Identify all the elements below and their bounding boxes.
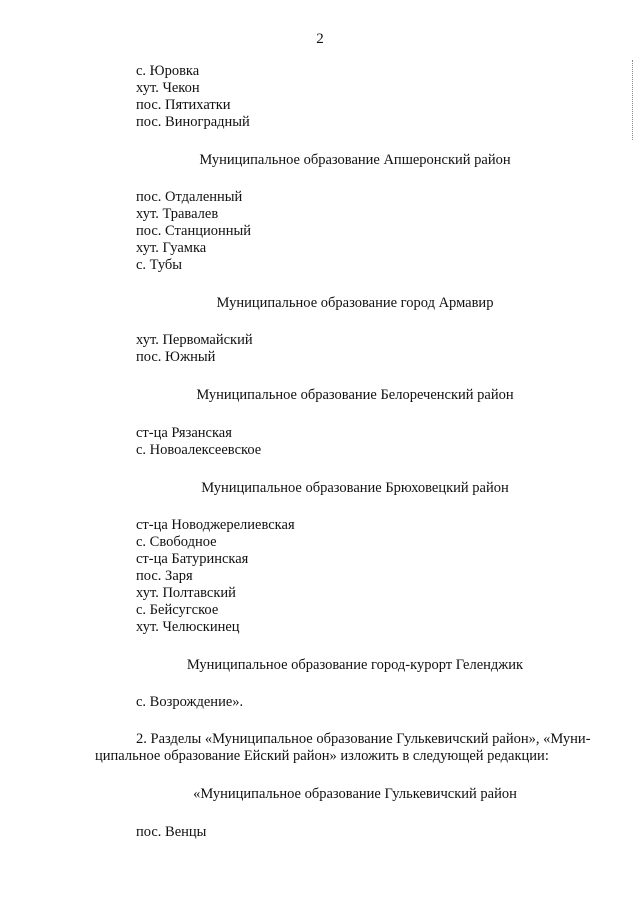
section-heading: Муниципальное образование Белореченский район — [196, 387, 514, 403]
list-item: хут. Челюскинец — [136, 619, 240, 635]
section-heading: Муниципальное образование Брюховецкий район — [201, 480, 509, 496]
list-item: пос. Южный — [136, 349, 216, 365]
list-item: с. Свободное — [136, 534, 217, 550]
section-heading: Муниципальное образование Апшеронский район — [199, 152, 511, 168]
list-item: с. Юровка — [136, 63, 200, 79]
list-item: с. Бейсугское — [136, 602, 219, 618]
list-item: пос. Венцы — [136, 824, 207, 840]
list-item: ст-ца Новоджерелиевская — [136, 517, 295, 533]
list-item: пос. Отдаленный — [136, 189, 243, 205]
list-item: хут. Первомайский — [136, 332, 253, 348]
list-item: хут. Чекон — [136, 80, 200, 96]
paragraph-line: 2. Разделы «Муниципальное образование Гулькевичский район», «Муни- — [136, 731, 591, 747]
page-number: 2 — [316, 31, 324, 47]
list-item: пос. Пятихатки — [136, 97, 231, 113]
list-item: ст-ца Рязанская — [136, 425, 232, 441]
list-item: ст-ца Батуринская — [136, 551, 249, 567]
paragraph-line: ципальное образование Ейский район» изложить в следующей редакции: — [95, 748, 549, 764]
section-heading: Муниципальное образование город-курорт Геленджик — [186, 657, 524, 673]
list-item: с. Новоалексеевское — [136, 442, 262, 458]
list-item: с. Тубы — [136, 257, 182, 273]
list-item: хут. Травалев — [136, 206, 219, 222]
section-heading: «Муниципальное образование Гулькевичский район — [193, 786, 517, 802]
list-item: пос. Виноградный — [136, 114, 250, 130]
scan-edge-mark — [632, 60, 637, 140]
section-heading: Муниципальное образование город Армавир — [216, 295, 494, 311]
list-item: хут. Полтавский — [136, 585, 236, 601]
list-item: хут. Гуамка — [136, 240, 207, 256]
list-item: пос. Станционный — [136, 223, 252, 239]
list-item: пос. Заря — [136, 568, 193, 584]
list-item: с. Возрождение». — [136, 694, 244, 710]
